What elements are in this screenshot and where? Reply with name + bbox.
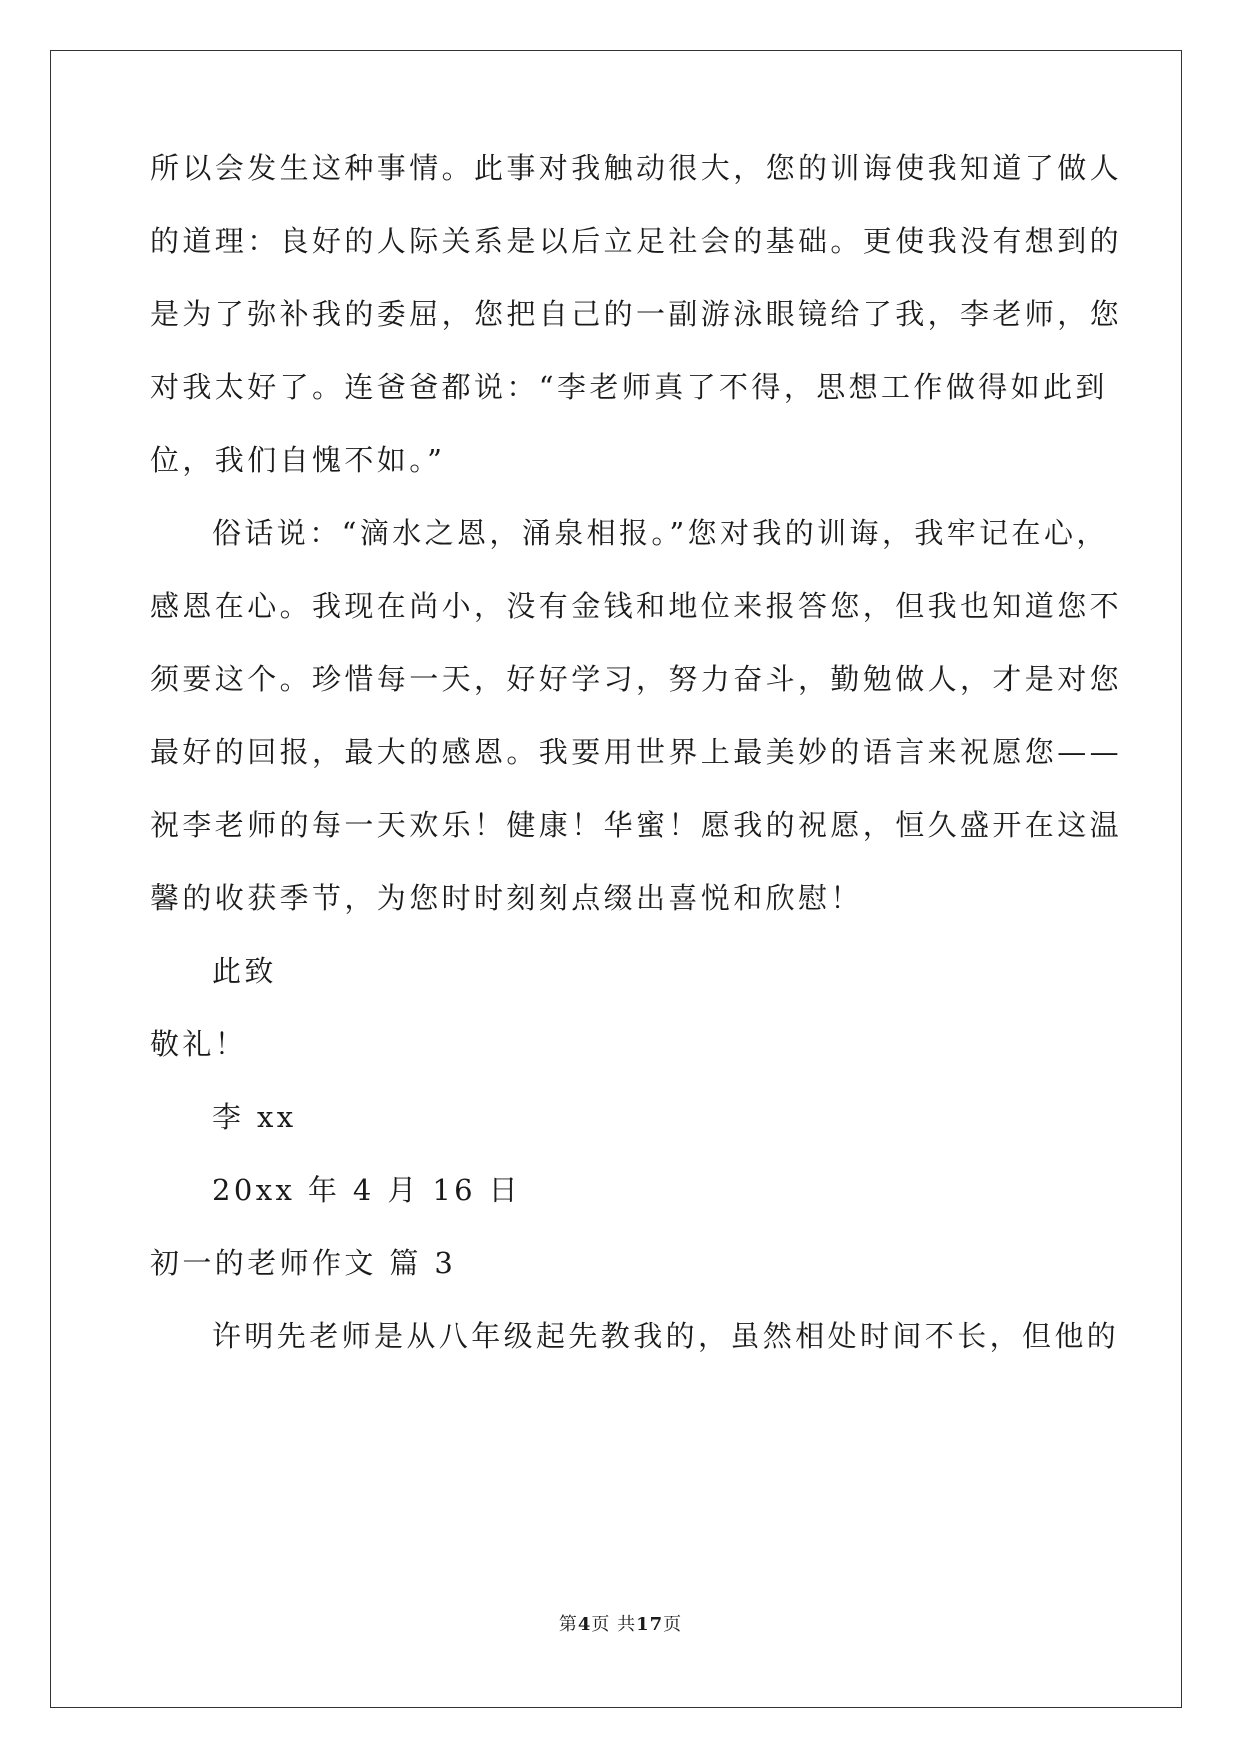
page-footer (0, 1610, 1241, 1636)
text-line: 对我太好了。连爸爸都说：“李老师真了不得，思想工作做得如此到 (150, 370, 1108, 404)
current-page-number: 4 (577, 1614, 592, 1635)
footer-mid: 页 共 (591, 1614, 637, 1635)
text-line: 是为了弥补我的委屈，您把自己的一副游泳眼镜给了我，李老师，您 (150, 297, 1123, 331)
total-page-number: 17 (636, 1614, 664, 1635)
text-line: 所以会发生这种事情。此事对我触动很大，您的训诲使我知道了做人 (150, 151, 1123, 185)
text-line: 的道理：良好的人际关系是以后立足社会的基础。更使我没有想到的 (150, 224, 1123, 258)
text-line: 须要这个。珍惜每一天，好好学习，努力奋斗，勤勉做人，才是对您 (150, 662, 1123, 696)
text-line: 祝李老师的每一天欢乐！健康！华蜜！愿我的祝愿，恒久盛开在这温 (150, 808, 1123, 842)
text-line: 感恩在心。我现在尚小，没有金钱和地位来报答您，但我也知道您不 (150, 589, 1123, 623)
paragraph-start-line: 许明先老师是从八年级起先教我的，虽然相处时间不长，但他的 (212, 1319, 1120, 1353)
text-line: 馨的收获季节，为您时时刻刻点缀出喜悦和欣慰！ (150, 881, 863, 915)
text-line: 最好的回报，最大的感恩。我要用世界上最美妙的语言来祝愿您—— (150, 735, 1123, 769)
signature-name: 李 xx (212, 1100, 297, 1134)
section-heading: 初一的老师作文 篇 3 (150, 1246, 457, 1280)
paragraph-start-line: 俗话说：“滴水之恩，涌泉相报。”您对我的训诲，我牢记在心， (212, 516, 1109, 550)
text-line: 位，我们自愧不如。” (150, 443, 446, 477)
footer-suffix: 页 (663, 1614, 683, 1635)
signature-date: 20xx 年 4 月 16 日 (212, 1173, 522, 1207)
closing-salutation: 此致 (212, 954, 277, 988)
closing-regards: 敬礼！ (150, 1027, 248, 1061)
footer-prefix: 第 (558, 1614, 578, 1635)
